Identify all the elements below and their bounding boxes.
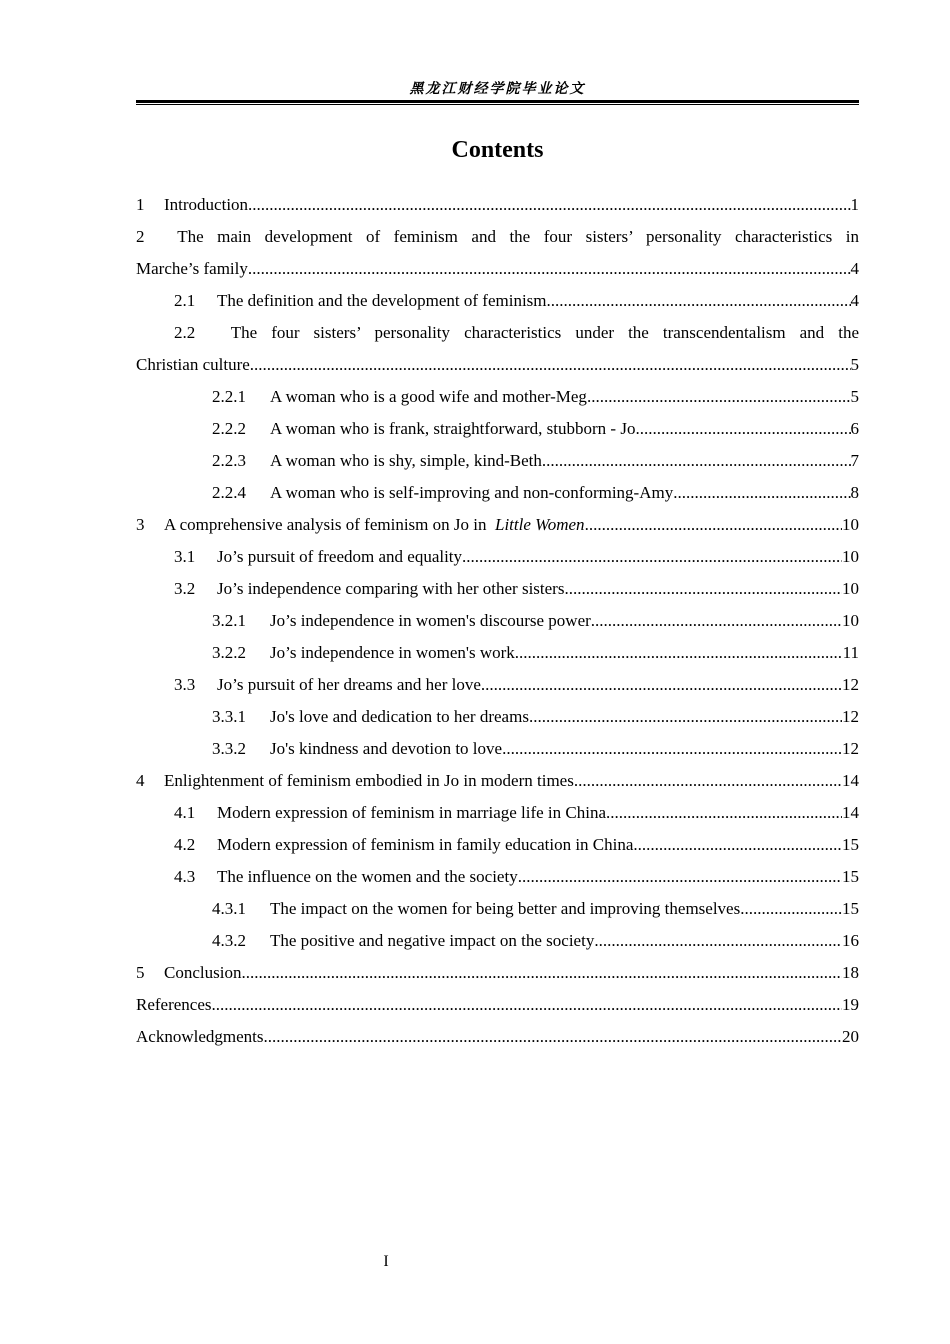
toc-title: Introduction (164, 195, 249, 214)
toc-entry-3-3[interactable] (136, 669, 859, 701)
toc-leader (587, 381, 851, 413)
toc-leader (633, 829, 842, 861)
toc-entry-1[interactable] (136, 189, 859, 221)
toc-page: 10 (842, 547, 859, 566)
toc-entry-acknowledgments[interactable] (136, 1021, 859, 1053)
toc-page: 18 (842, 963, 859, 982)
toc-leader (241, 957, 842, 989)
toc-page: 5 (850, 387, 859, 406)
toc-title: Modern expression of feminism in marriage life in China (217, 803, 607, 822)
toc-title: A comprehensive analysis of feminism on Jo in (164, 515, 487, 534)
toc-page: 20 (842, 1027, 859, 1046)
toc-entry-2-2-4[interactable] (136, 477, 859, 509)
toc-leader (591, 605, 842, 637)
toc-title: Christian culture (136, 355, 250, 374)
toc-number: 4 (136, 771, 145, 790)
toc-entry-2-2-1[interactable] (136, 381, 859, 413)
toc-page: 4 (850, 259, 859, 278)
toc-leader (635, 413, 850, 445)
toc-number: 4.3 (174, 867, 196, 886)
toc-number: 2.2.4 (212, 483, 246, 502)
toc-title: Jo's love and dedication to her dreams (270, 707, 529, 726)
toc-page: 12 (842, 739, 859, 758)
toc-number: 2.2.2 (212, 419, 246, 438)
toc-leader (547, 285, 851, 317)
toc-page: 12 (842, 675, 859, 694)
toc-entry-4-3-1[interactable] (136, 893, 859, 925)
toc-title: Jo’s independence in women's discourse power (270, 611, 591, 630)
toc-page: 15 (842, 899, 859, 918)
toc-number: 4.1 (174, 803, 196, 822)
toc-title: The main development of feminism and the four sisters’ personality characteristics in (177, 227, 859, 246)
toc-title: The four sisters’ personality characteristics under the transcendentalism and the (230, 323, 859, 342)
header-rule-thick (136, 100, 859, 103)
toc-title: The impact on the women for being better and improving themselves (270, 899, 741, 918)
toc-entry-2-line2[interactable] (136, 253, 859, 285)
toc-leader (263, 1021, 842, 1053)
toc-leader (502, 733, 842, 765)
toc-page: 16 (842, 931, 859, 950)
toc-number: 2.2 (174, 323, 196, 342)
toc-entry-3-3-1[interactable] (136, 701, 859, 733)
toc-leader (248, 189, 850, 221)
toc-number: 3.2.1 (212, 611, 246, 630)
toc-title-italic: Little Women (494, 515, 585, 534)
toc-title: Acknowledgments (136, 1027, 264, 1046)
toc-page: 14 (842, 771, 859, 790)
toc-leader (564, 573, 842, 605)
toc-entry-5[interactable] (136, 957, 859, 989)
toc-entry-2-1[interactable] (136, 285, 859, 317)
toc-leader (518, 861, 842, 893)
toc-page: 11 (842, 643, 859, 662)
toc-page: 12 (842, 707, 859, 726)
institution-header: 黑龙江财经学院毕业论文 (409, 81, 586, 97)
toc-number: 5 (136, 963, 145, 982)
toc-title: References (136, 995, 212, 1014)
toc-leader (212, 989, 842, 1021)
toc-page: 10 (842, 515, 859, 534)
toc-entry-3-1[interactable] (136, 541, 859, 573)
toc-page: 1 (850, 195, 859, 214)
toc-number: 2.1 (174, 291, 196, 310)
toc-entry-3-2-1[interactable] (136, 605, 859, 637)
toc-leader (673, 477, 850, 509)
table-of-contents (136, 189, 859, 1053)
toc-number: 3.3.2 (212, 739, 246, 758)
toc-page: 4 (850, 291, 859, 310)
toc-leader (481, 669, 842, 701)
toc-page: 5 (850, 355, 859, 374)
toc-entry-3-3-2[interactable] (136, 733, 859, 765)
toc-title: A woman who is self-improving and non-conforming-Amy (270, 483, 674, 502)
toc-title: Jo’s independence comparing with her other sisters (217, 579, 565, 598)
toc-entry-2-line1[interactable] (136, 221, 859, 253)
toc-leader (542, 445, 851, 477)
toc-leader (515, 637, 843, 669)
toc-number: 2.2.1 (212, 387, 246, 406)
toc-entry-3[interactable] (136, 509, 859, 541)
toc-title: Jo's kindness and devotion to love (270, 739, 503, 758)
toc-title: Marche’s family (136, 259, 248, 278)
toc-page: 19 (842, 995, 859, 1014)
toc-number: 3 (136, 515, 145, 534)
toc-title: Jo’s pursuit of her dreams and her love (217, 675, 481, 694)
toc-leader (462, 541, 842, 573)
toc-title: Conclusion (164, 963, 242, 982)
toc-entry-references[interactable] (136, 989, 859, 1021)
toc-leader (529, 701, 842, 733)
toc-number: 4.2 (174, 835, 196, 854)
toc-title: A woman who is a good wife and mother-Meg (270, 387, 587, 406)
toc-title: Enlightenment of feminism embodied in Jo in modern times (164, 771, 574, 790)
toc-entry-4[interactable] (136, 765, 859, 797)
toc-entry-2-2-2[interactable] (136, 413, 859, 445)
toc-number: 3.3.1 (212, 707, 246, 726)
toc-entry-3-2-2[interactable] (136, 637, 859, 669)
toc-leader (250, 349, 851, 381)
toc-entry-3-2[interactable] (136, 573, 859, 605)
toc-number: 3.2 (174, 579, 196, 598)
toc-number: 2 (136, 227, 145, 246)
page-number: I (383, 1253, 389, 1270)
toc-title: Jo’s pursuit of freedom and equality (217, 547, 463, 566)
toc-entry-2-2-line2[interactable] (136, 349, 859, 381)
toc-leader (740, 893, 842, 925)
toc-entry-2-2-3[interactable] (136, 445, 859, 477)
toc-number: 4.3.1 (212, 899, 246, 918)
toc-title: A woman who is shy, simple, kind-Beth (270, 451, 542, 470)
toc-entry-2-2-line1[interactable] (136, 317, 859, 349)
toc-number: 2.2.3 (212, 451, 246, 470)
toc-page: 10 (842, 611, 859, 630)
page-title: Contents (451, 137, 544, 163)
toc-leader (248, 253, 851, 285)
toc-leader (606, 797, 842, 829)
toc-page: 15 (842, 867, 859, 886)
header-rule-thin (136, 104, 859, 105)
toc-title: Modern expression of feminism in family education in China (217, 835, 634, 854)
toc-number: 4.3.2 (212, 931, 246, 950)
toc-title: The definition and the development of feminism (217, 291, 547, 310)
toc-title: Jo’s independence in women's work (270, 643, 515, 662)
toc-title: A woman who is frank, straightforward, stubborn - Jo (270, 419, 636, 438)
toc-number: 3.1 (174, 547, 196, 566)
toc-entry-4-1[interactable] (136, 797, 859, 829)
toc-entry-4-3-2[interactable] (136, 925, 859, 957)
toc-number: 3.2.2 (212, 643, 246, 662)
toc-title: The influence on the women and the society (217, 867, 518, 886)
toc-page: 6 (850, 419, 859, 438)
toc-page: 7 (850, 451, 859, 470)
toc-page: 10 (842, 579, 859, 598)
toc-page: 8 (850, 483, 859, 502)
toc-entry-4-3[interactable] (136, 861, 859, 893)
toc-leader (585, 509, 842, 541)
toc-entry-4-2[interactable] (136, 829, 859, 861)
toc-leader (594, 925, 842, 957)
toc-number: 1 (136, 195, 145, 214)
toc-page: 14 (842, 803, 859, 822)
toc-number: 3.3 (174, 675, 196, 694)
toc-title: The positive and negative impact on the society (270, 931, 595, 950)
toc-leader (574, 765, 842, 797)
toc-page: 15 (842, 835, 859, 854)
